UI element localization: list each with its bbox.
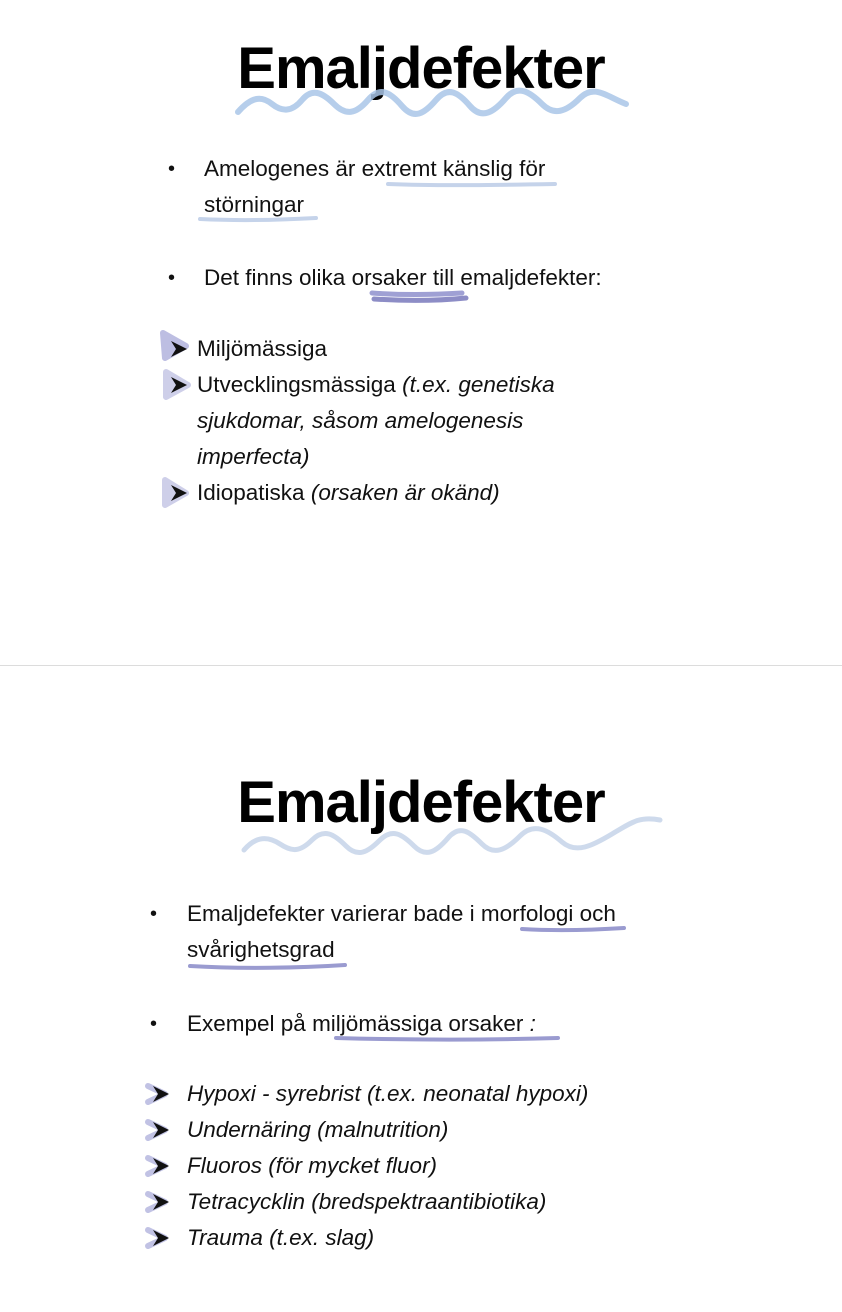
- slide-2: [0, 666, 842, 1312]
- arrow-item-2: Undernäring (malnutrition): [187, 1117, 449, 1142]
- slide-title: Emaljdefekter: [237, 770, 605, 835]
- arrow-item-2-note: (t.ex. genetiska: [402, 372, 555, 397]
- arrow-item-3-text: Idiopatiska: [197, 480, 311, 505]
- bullet-1-line-1: Emaljdefekter varierar bade i morfologi och: [187, 901, 616, 926]
- bullet-2-text: Exempel på miljömässiga orsaker: [187, 1011, 530, 1036]
- arrow-item-3: Fluoros (för mycket fluor): [187, 1153, 438, 1178]
- arrow-item-3-note: (orsaken är okänd): [310, 480, 500, 505]
- arrow-item-2-note-line-2: sjukdomar, såsom amelogenesis: [197, 408, 524, 433]
- arrow-bullet-icon: [150, 1184, 172, 1220]
- arrow-bullet-icon: [168, 475, 190, 511]
- arrow-item-1: Miljömässiga: [197, 336, 328, 361]
- arrow-bullet-icon: [168, 367, 190, 403]
- arrow-item-5: Trauma (t.ex. slag): [187, 1225, 375, 1250]
- bullet-1-line-2: svårighetsgrad: [187, 937, 335, 962]
- arrow-bullet-icon: [168, 331, 190, 367]
- bullet-2-line-1: Det finns olika orsaker till emaljdefekter:: [204, 265, 602, 290]
- bullet-dot: •: [150, 903, 158, 925]
- bullet-1-line-1: Amelogenes är extremt känslig för: [204, 156, 546, 181]
- bullet-dot: •: [168, 158, 176, 180]
- bullet-dot: •: [168, 267, 176, 289]
- arrow-item-2-text: Utvecklingsmässiga: [197, 372, 403, 397]
- arrow-bullet-icon: [150, 1148, 172, 1184]
- arrow-item-2: [197, 367, 555, 403]
- bullet-1-line-2: störningar: [204, 192, 305, 217]
- bullet-2-line-1: [187, 1006, 536, 1042]
- bullet-dot: •: [150, 1013, 158, 1035]
- arrow-bullet-icon: [150, 1220, 172, 1256]
- arrow-item-4: Tetracycklin (bredspektraantibiotika): [187, 1189, 547, 1214]
- bullet-2-colon: :: [529, 1011, 536, 1036]
- arrow-item-1: Hypoxi - syrebrist (t.ex. neonatal hypoxi): [187, 1081, 589, 1106]
- arrow-bullet-icon: [150, 1076, 172, 1112]
- arrow-bullet-icon: [150, 1112, 172, 1148]
- arrow-item-3: [197, 475, 500, 511]
- slide-title: Emaljdefekter: [237, 36, 605, 101]
- arrow-item-2-note-line-3: imperfecta): [197, 444, 310, 469]
